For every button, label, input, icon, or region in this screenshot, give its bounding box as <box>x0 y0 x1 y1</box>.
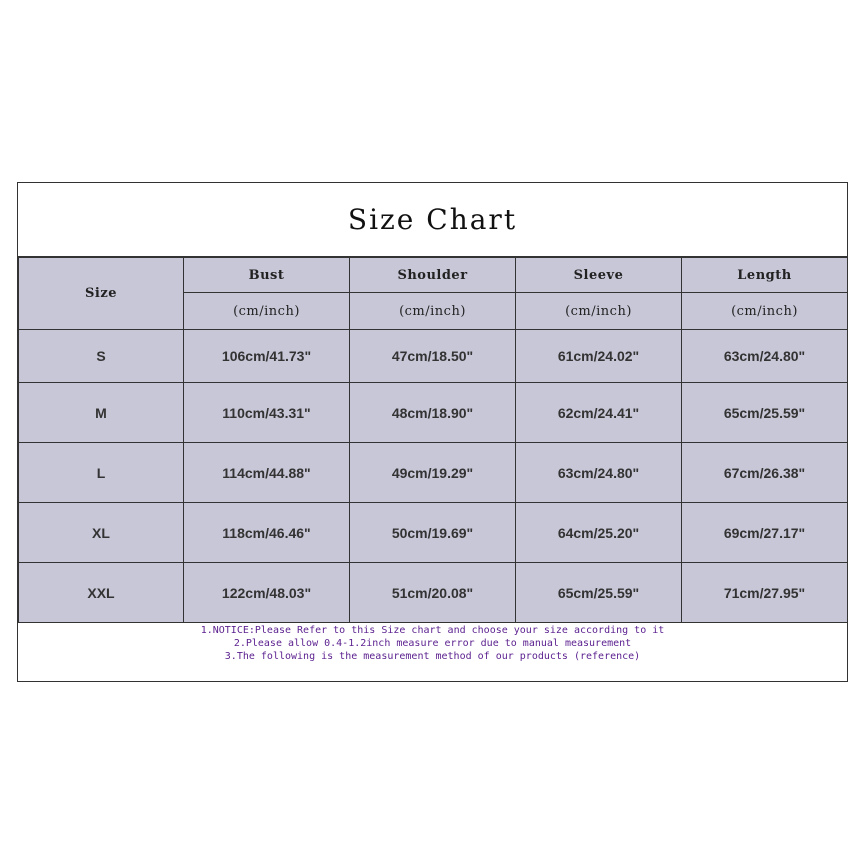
table-row <box>19 563 848 623</box>
chart-title: Size Chart <box>18 183 847 257</box>
unit-sleeve: (cm/inch) <box>516 293 682 330</box>
bust-cell: 110cm/43.31" <box>184 383 350 443</box>
size-cell: M <box>19 383 184 443</box>
table-row <box>19 383 848 443</box>
shoulder-cell: 48cm/18.90" <box>350 383 516 443</box>
header-length: Length <box>682 258 848 293</box>
header-row <box>19 258 848 293</box>
unit-length: (cm/inch) <box>682 293 848 330</box>
length-cell: 71cm/27.95" <box>682 563 848 623</box>
shoulder-cell: 49cm/19.29" <box>350 443 516 503</box>
size-cell: XL <box>19 503 184 563</box>
sleeve-cell: 65cm/25.59" <box>516 563 682 623</box>
length-cell: 63cm/24.80" <box>682 330 848 383</box>
length-cell: 67cm/26.38" <box>682 443 848 503</box>
shoulder-cell: 51cm/20.08" <box>350 563 516 623</box>
note-line: 1.NOTICE:Please Refer to this Size chart and choose your size according to it <box>200 625 665 636</box>
bust-cell: 122cm/48.03" <box>184 563 350 623</box>
unit-bust: (cm/inch) <box>184 293 350 330</box>
bust-cell: 118cm/46.46" <box>184 503 350 563</box>
length-cell: 69cm/27.17" <box>682 503 848 563</box>
size-cell: XXL <box>19 563 184 623</box>
note-line: 2.Please allow 0.4-1.2inch measure error due to manual measurement <box>233 638 632 649</box>
table-row <box>19 330 848 383</box>
size-table <box>18 257 848 623</box>
header-sleeve: Sleeve <box>516 258 682 293</box>
shoulder-cell: 47cm/18.50" <box>350 330 516 383</box>
table-row <box>19 503 848 563</box>
bust-cell: 106cm/41.73" <box>184 330 350 383</box>
note-line: 3.The following is the measurement method of our products (reference) <box>224 651 641 662</box>
bust-cell: 114cm/44.88" <box>184 443 350 503</box>
header-size: Size <box>19 258 184 330</box>
sleeve-cell: 62cm/24.41" <box>516 383 682 443</box>
table-row <box>19 443 848 503</box>
notes-block <box>18 621 847 681</box>
size-chart <box>17 182 848 682</box>
sleeve-cell: 63cm/24.80" <box>516 443 682 503</box>
header-shoulder: Shoulder <box>350 258 516 293</box>
sleeve-cell: 64cm/25.20" <box>516 503 682 563</box>
unit-shoulder: (cm/inch) <box>350 293 516 330</box>
length-cell: 65cm/25.59" <box>682 383 848 443</box>
size-cell: L <box>19 443 184 503</box>
shoulder-cell: 50cm/19.69" <box>350 503 516 563</box>
header-bust: Bust <box>184 258 350 293</box>
size-cell: S <box>19 330 184 383</box>
sleeve-cell: 61cm/24.02" <box>516 330 682 383</box>
